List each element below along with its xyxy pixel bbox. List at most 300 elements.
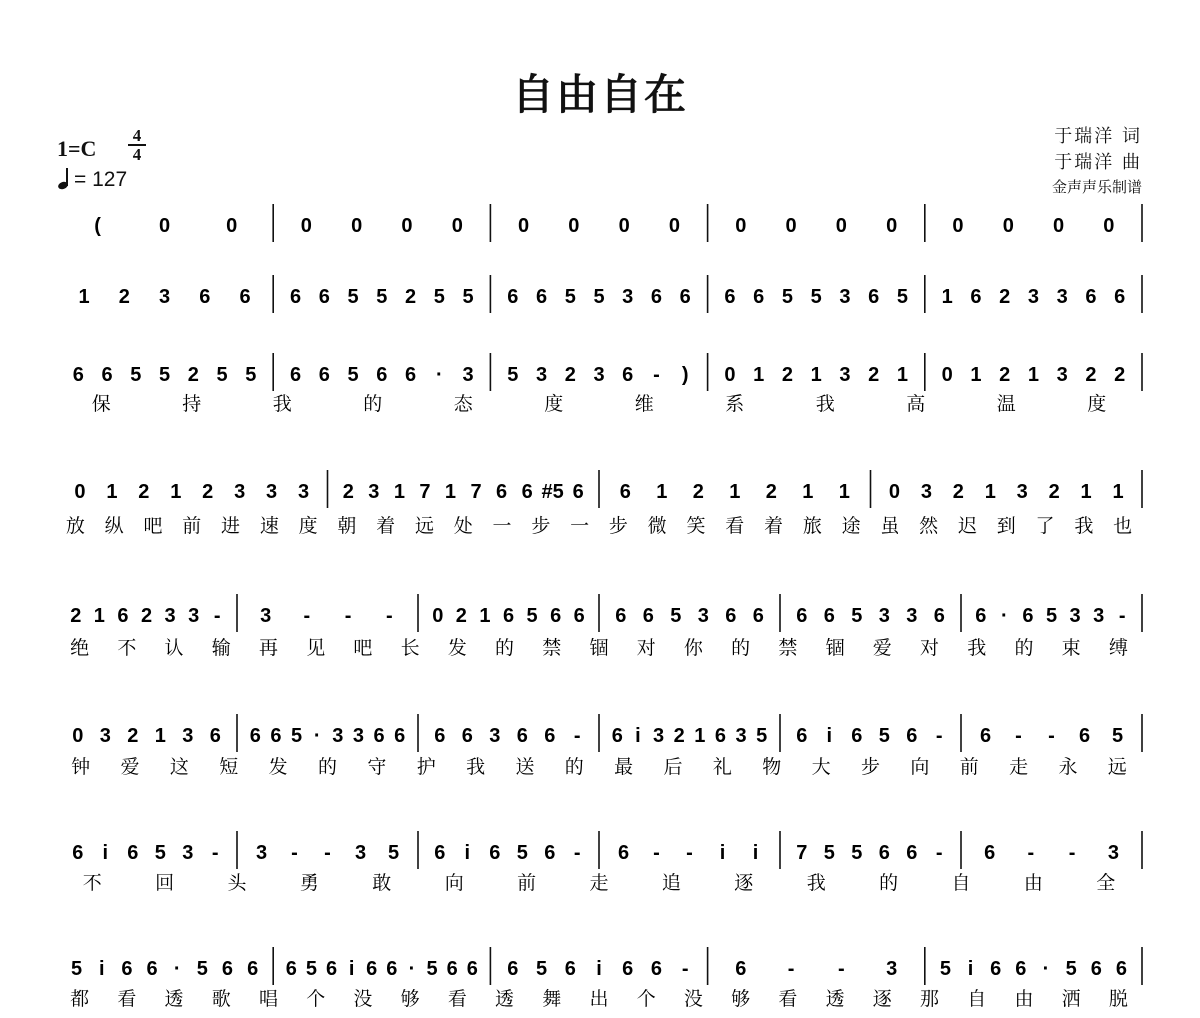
note: 0: [952, 215, 964, 237]
note: 5: [810, 286, 822, 308]
lyric-char: 脱: [1108, 988, 1128, 1010]
note: 7: [470, 481, 482, 503]
lyric-char: 态: [453, 393, 473, 415]
note: 6: [101, 364, 113, 386]
note: 6: [1015, 958, 1027, 980]
lyric-char: 看: [447, 988, 467, 1010]
note: 6: [796, 605, 808, 627]
note: 2: [765, 481, 777, 503]
note: 6: [270, 725, 282, 747]
note: 1: [78, 286, 90, 308]
lyric-char: 走: [1009, 756, 1029, 778]
note: -: [573, 842, 581, 864]
lyric-char: 没: [683, 988, 703, 1010]
note: 6: [446, 958, 458, 980]
note: 6: [285, 958, 297, 980]
note: 2: [999, 364, 1011, 386]
note: 6: [823, 605, 835, 627]
lyric-char: 洒: [1061, 988, 1081, 1010]
note: 3: [182, 725, 194, 747]
note: 3: [735, 725, 747, 747]
note: 6: [386, 958, 398, 980]
note: 3: [593, 364, 605, 386]
note: 6: [544, 725, 556, 747]
lyric-char: 着: [376, 515, 396, 537]
lyric-char: 走: [589, 872, 609, 894]
lyric-char: 输: [211, 637, 231, 659]
lyric-char: 我: [272, 393, 292, 415]
note: 1: [896, 364, 908, 386]
note: 6: [1115, 958, 1127, 980]
note: 2: [187, 364, 199, 386]
note: 5: [347, 286, 359, 308]
note: 6: [544, 842, 556, 864]
note: 6: [970, 286, 982, 308]
note: 2: [404, 286, 417, 308]
note: 6: [796, 725, 808, 747]
note: 6: [617, 842, 630, 864]
lyric-char: 追: [661, 872, 681, 894]
note: 6: [146, 958, 158, 980]
note: 2: [127, 725, 139, 747]
note: 6: [249, 725, 261, 747]
note: 5: [426, 958, 438, 980]
note: 1: [1080, 481, 1092, 503]
note: 6: [1022, 605, 1034, 627]
note: 6: [878, 842, 890, 864]
note: 3: [697, 605, 709, 627]
note: 5: [196, 958, 208, 980]
note: ·: [435, 364, 443, 386]
note: 1: [802, 481, 814, 503]
note: 6: [642, 605, 654, 627]
note: 5: [291, 725, 303, 747]
note: #5: [541, 481, 564, 503]
lyric-char: 送: [515, 756, 535, 778]
note: 5: [130, 364, 142, 386]
lyric-char: 这: [169, 756, 189, 778]
note: ·: [313, 725, 321, 747]
note: 0: [351, 215, 363, 237]
note: 6: [752, 605, 764, 627]
lyric-char: 逐: [734, 872, 754, 894]
song-title: 自由自在: [511, 70, 688, 119]
note: 6: [247, 958, 259, 980]
note: 0: [941, 364, 953, 386]
note: i: [102, 842, 109, 864]
note: 0: [735, 215, 747, 237]
lyric-char: 不: [82, 872, 102, 894]
note: -: [573, 725, 581, 747]
note: 3: [1027, 286, 1039, 308]
note: 6: [318, 286, 330, 308]
lyric-char: 守: [367, 756, 387, 778]
lyric-char: 笑: [686, 515, 706, 537]
note: 6: [502, 605, 515, 627]
lyric-char: 前: [959, 756, 979, 778]
note: 2: [1085, 364, 1097, 386]
note: 0: [618, 215, 630, 237]
lyric-char: 那: [920, 988, 940, 1010]
note: ·: [173, 958, 181, 980]
note: 6: [239, 286, 251, 308]
note: 5: [526, 605, 538, 627]
note: 6: [984, 842, 996, 864]
lyric-char: 的: [564, 756, 584, 778]
lyric-char: 认: [164, 637, 184, 659]
lyric-char: 束: [1061, 637, 1081, 659]
note: 6: [127, 842, 139, 864]
note: -: [1068, 842, 1076, 864]
note: 6: [394, 725, 406, 747]
lyric-char: 礼: [712, 756, 732, 778]
note: 3: [354, 842, 367, 864]
note: 5: [823, 842, 835, 864]
note: 5: [878, 725, 890, 747]
note: 6: [979, 725, 992, 747]
note: 5: [305, 958, 317, 980]
lyric-char: 最: [614, 756, 634, 778]
note: -: [324, 842, 331, 864]
note: -: [1118, 605, 1126, 627]
lyric-char: 远: [1107, 756, 1127, 778]
lyric-char: 没: [353, 988, 373, 1010]
note: 6: [724, 286, 736, 308]
note: 1: [106, 481, 118, 503]
note: 5: [1045, 605, 1058, 627]
lyric-char: 然: [919, 515, 939, 537]
lyric-char: 的: [1014, 637, 1034, 659]
note: 6: [573, 605, 585, 627]
note: 3: [260, 605, 272, 627]
lyric-char: 迟: [957, 515, 977, 537]
note: ·: [1042, 958, 1050, 980]
lyric-char: 发: [268, 756, 288, 778]
note: 5: [159, 364, 171, 386]
note: 3: [1016, 481, 1028, 503]
note: 0: [886, 215, 898, 237]
note: 2: [70, 605, 82, 627]
lyric-char: 微: [647, 515, 667, 537]
lyric-char: 看: [778, 988, 798, 1010]
lyric-char: 保: [91, 393, 111, 415]
note: 6: [611, 725, 623, 747]
note: 6: [434, 842, 446, 864]
lyric-char: 缚: [1108, 637, 1128, 659]
lyric-char: 的: [731, 637, 751, 659]
lyric-char: 物: [762, 756, 782, 778]
tempo-value: = 127: [74, 168, 128, 191]
lyric-char: 透: [164, 988, 184, 1010]
note: 2: [118, 286, 130, 308]
lyric-char: 见: [306, 637, 326, 659]
lyric-char: 不: [117, 637, 137, 659]
lyric-char: 温: [996, 393, 1016, 415]
note: 0: [226, 215, 238, 237]
lyric-char: 都: [70, 988, 90, 1010]
note: 2: [673, 725, 685, 747]
key-signature: 1=C: [57, 136, 97, 161]
note: 3: [1093, 605, 1105, 627]
lyric-char: 着: [764, 515, 784, 537]
note: 3: [906, 605, 918, 627]
note: 3: [1069, 605, 1081, 627]
lyric-char: 看: [117, 988, 137, 1010]
composer-credit: 于瑞洋 曲: [1054, 152, 1142, 173]
note: 3: [489, 725, 501, 747]
note: i: [98, 958, 105, 980]
notation-credit: 金声声乐制谱: [1051, 178, 1142, 196]
note: 6: [622, 364, 634, 386]
note: 5: [516, 842, 528, 864]
note: 6: [496, 481, 508, 503]
lyric-char: 的: [879, 872, 899, 894]
note: 5: [781, 286, 794, 308]
note: 3: [297, 481, 310, 503]
note: i: [826, 725, 833, 747]
lyric-char: 爱: [872, 637, 892, 659]
lyric-char: 纵: [104, 515, 124, 537]
note: 6: [1090, 958, 1102, 980]
note: 6: [714, 725, 726, 747]
note: 3: [255, 842, 268, 864]
note: -: [213, 605, 221, 627]
note: 0: [668, 215, 681, 237]
note: 3: [164, 605, 176, 627]
note: -: [1027, 842, 1035, 864]
note: 2: [692, 481, 704, 503]
lyric-char: 绝: [70, 637, 90, 659]
note: 6: [461, 725, 473, 747]
lyric-char: 放: [65, 515, 85, 537]
lyric-char: 全: [1096, 872, 1116, 894]
note: 3: [462, 364, 474, 386]
lyric-char: 我: [806, 872, 826, 894]
lyric-char: 虽: [880, 515, 900, 537]
note: 3: [266, 481, 278, 503]
note: 1: [984, 481, 996, 503]
note: 2: [342, 481, 354, 503]
note: 0: [451, 215, 463, 237]
note: -: [291, 842, 298, 864]
note: 6: [622, 958, 634, 980]
note: 6: [290, 286, 302, 308]
note: -: [1015, 725, 1022, 747]
note: 6: [851, 725, 863, 747]
lyric-char: 歌: [211, 988, 231, 1010]
note: 6: [466, 958, 478, 980]
note: 6: [650, 958, 663, 980]
lyric-char: 钟: [71, 756, 91, 778]
note: 6: [434, 725, 446, 747]
note: 6: [489, 842, 501, 864]
note: 5: [1111, 725, 1124, 747]
note: 5: [939, 958, 951, 980]
note: 6: [376, 364, 388, 386]
lyric-char: 速: [259, 515, 279, 537]
lyric-char: 度: [544, 393, 564, 415]
lyric-char: 我: [815, 393, 835, 415]
lyric-char: 勇: [299, 872, 319, 894]
note: -: [344, 605, 352, 627]
lyric-char: 一: [492, 515, 512, 537]
lyric-char: 对: [920, 637, 940, 659]
lyric-char: 吧: [143, 515, 163, 537]
note: 3: [159, 286, 171, 308]
note: 1: [1027, 364, 1039, 386]
lyric-char: 度: [298, 515, 318, 537]
lyric-char: 自: [951, 872, 971, 894]
note: 5: [756, 725, 768, 747]
lyric-char: 够: [400, 988, 420, 1010]
note: (: [94, 215, 101, 237]
note: 6: [72, 842, 84, 864]
lyric-char: 吧: [353, 637, 373, 659]
note: 0: [888, 481, 901, 503]
note: 3: [352, 725, 364, 747]
note: 6: [975, 605, 987, 627]
note: 3: [234, 481, 246, 503]
note: 5: [896, 286, 908, 308]
lyric-char: 朝: [337, 515, 357, 537]
note: 1: [810, 364, 822, 386]
note: 6: [373, 725, 385, 747]
note: 2: [781, 364, 794, 386]
note: 3: [622, 286, 634, 308]
note: 6: [679, 286, 691, 308]
lyric-char: 远: [414, 515, 434, 537]
note: 1: [170, 481, 182, 503]
note: 5: [245, 364, 257, 386]
lyric-char: 出: [589, 988, 609, 1010]
lyric-char: 头: [227, 872, 247, 894]
note: 0: [785, 215, 797, 237]
note: 2: [1114, 364, 1126, 386]
lyric-char: 舞: [542, 988, 562, 1010]
note: 3: [839, 364, 851, 386]
note: -: [303, 605, 311, 627]
note: 6: [290, 364, 302, 386]
note: 7: [419, 481, 431, 503]
note: 6: [990, 958, 1002, 980]
note: 5: [851, 605, 863, 627]
note: 1: [393, 481, 405, 503]
lyric-char: 我: [967, 637, 987, 659]
lyric-char: 大: [811, 756, 831, 778]
note: i: [967, 958, 974, 980]
lyric-char: 前: [517, 872, 537, 894]
note: 0: [1052, 215, 1065, 237]
note: 6: [619, 481, 631, 503]
lyric-char: 持: [182, 393, 202, 415]
lyric-char: 透: [495, 988, 515, 1010]
note: 6: [535, 286, 548, 308]
note: 3: [368, 481, 380, 503]
note: 6: [725, 605, 737, 627]
lyric-char: 我: [466, 756, 486, 778]
note: i: [752, 842, 759, 864]
note: 6: [117, 605, 129, 627]
lyric-char: 度: [1087, 393, 1107, 415]
note: -: [211, 842, 219, 864]
lyric-char: 爱: [120, 756, 140, 778]
note: 5: [154, 842, 166, 864]
note: 5: [347, 364, 359, 386]
note: 1: [444, 481, 457, 503]
note: i: [348, 958, 355, 980]
note: 6: [72, 364, 84, 386]
lyric-char: 前: [182, 515, 202, 537]
note: 2: [138, 481, 150, 503]
lyric-char: 向: [910, 756, 930, 778]
lyric-char: 步: [860, 756, 881, 778]
note: 6: [906, 725, 918, 747]
lyric-char: 护: [416, 756, 436, 778]
note: 0: [517, 215, 530, 237]
note: -: [653, 842, 660, 864]
note: 1: [1112, 481, 1124, 503]
note: 5: [593, 286, 605, 308]
lyric-char: 自: [967, 988, 987, 1010]
lyric-char: 的: [363, 393, 383, 415]
note: 2: [455, 605, 467, 627]
note: 2: [1048, 481, 1060, 503]
lyric-char: 步: [531, 515, 551, 537]
lyric-char: 由: [1014, 988, 1034, 1010]
lyric-char: 维: [634, 393, 654, 415]
note: 3: [1107, 842, 1119, 864]
note: 6: [933, 605, 945, 627]
note: 2: [564, 364, 576, 386]
note: 1: [941, 286, 953, 308]
lyric-char: 高: [906, 393, 926, 415]
note: -: [653, 364, 660, 386]
lyric-char: 向: [444, 872, 464, 894]
note: ·: [1001, 605, 1008, 627]
note: 3: [1056, 364, 1068, 386]
note: 6: [325, 958, 338, 980]
note: 3: [653, 725, 665, 747]
note: 7: [796, 842, 808, 864]
lyric-char: 长: [400, 637, 420, 659]
note: 0: [1103, 215, 1115, 237]
lyric-char: 处: [453, 515, 473, 537]
lyric-char: 系: [725, 393, 745, 415]
note: 0: [835, 215, 847, 237]
note: 6: [404, 364, 417, 386]
note: 6: [650, 286, 663, 308]
lyric-char: 你: [683, 637, 703, 659]
note: 1: [838, 481, 850, 503]
lyric-char: 透: [825, 988, 845, 1010]
note: 2: [952, 481, 964, 503]
note: 6: [318, 364, 330, 386]
lyric-char: 的: [495, 637, 515, 659]
lyric-char: 锢: [825, 637, 845, 659]
note: 5: [1065, 958, 1077, 980]
note: -: [935, 842, 943, 864]
lyric-char: 再: [258, 637, 278, 659]
note: 5: [507, 364, 519, 386]
note: 1: [694, 725, 706, 747]
lyric-char: 锢: [589, 637, 609, 659]
lyric-char: 也: [1113, 515, 1133, 537]
lyric-char: 途: [841, 515, 861, 537]
note: -: [386, 605, 393, 627]
note: 6: [753, 286, 765, 308]
note: 6: [507, 286, 519, 308]
note: 5: [564, 286, 576, 308]
